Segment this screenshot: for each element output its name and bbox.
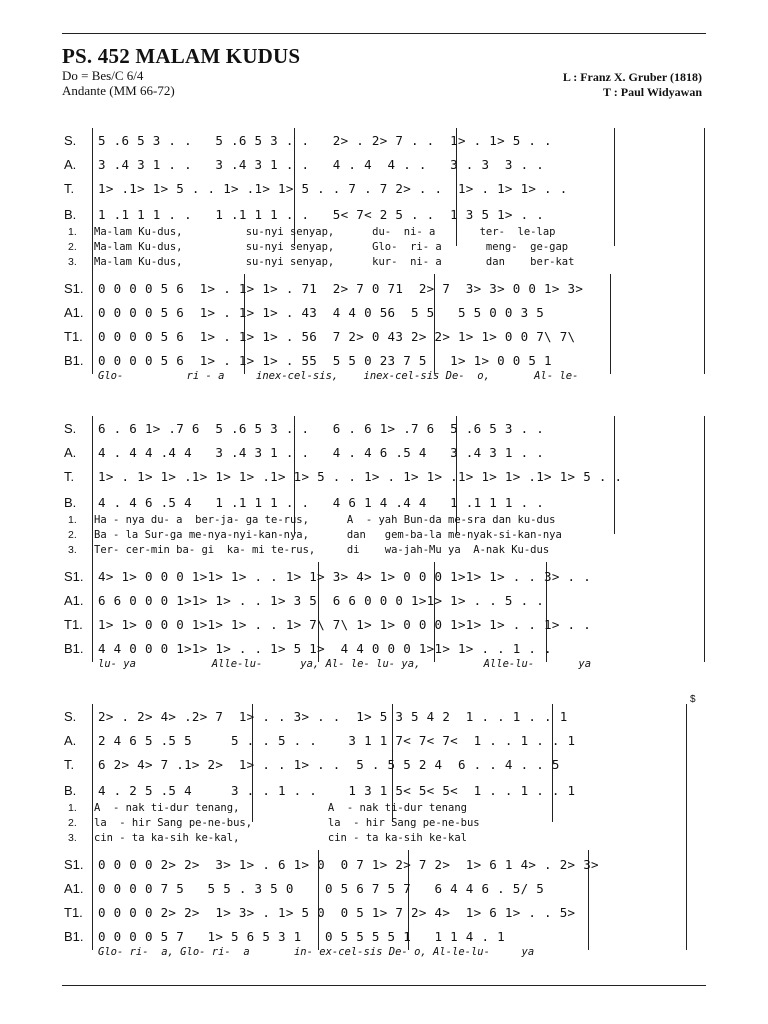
- verse-number: 1.: [68, 514, 77, 526]
- part-label: A1.: [64, 593, 84, 608]
- voice-bass-1: [62, 926, 706, 948]
- voice-alto: [62, 730, 706, 752]
- notes-line: 6 6 0 0 0 1>1> 1> . . 1> 3 5 6 6 0 0 0 1>1> 1> . . 5 . .: [98, 593, 545, 608]
- voice-alto-1: [62, 302, 706, 324]
- part-label: B1.: [64, 641, 84, 656]
- notes-line: 6 . 6 1> .7 6 5 .6 5 3 . . 6 . 6 1> .7 6 5 .6 5 3 . .: [98, 421, 545, 436]
- part-label: B.: [64, 207, 77, 222]
- voice-tenor: [62, 178, 706, 200]
- part-label: T1.: [64, 329, 83, 344]
- verse-number: 2.: [68, 529, 77, 541]
- part-label: B1.: [64, 353, 84, 368]
- part-label: B.: [64, 495, 77, 510]
- part-label: S1.: [64, 281, 84, 296]
- score-system-1: [62, 128, 706, 388]
- segno-mark: $: [690, 694, 696, 705]
- voice-bass-1: [62, 638, 706, 660]
- verse-number: 1.: [68, 226, 77, 238]
- part-label: T.: [64, 469, 75, 484]
- notes-line: 3 .4 3 1 . . 3 .4 3 1 . . 4 . 4 4 . . 3 . 3 3 . .: [98, 157, 545, 172]
- notes-line: 4 . 4 6 .5 4 1 .1 1 1 . . 4 6 1 4 .4 4 1 .1 1 1 . .: [98, 495, 545, 510]
- verse-text: Ma-lam Ku-dus, su-nyi senyap, du- ni- a ter- le-lap: [94, 226, 556, 238]
- voice-soprano-1: [62, 854, 706, 876]
- verse-line: [62, 226, 706, 240]
- part-label: S1.: [64, 857, 84, 872]
- voice-soprano-1: [62, 278, 706, 300]
- verse-text: Ha - nya du- a ber-ja- ga te-rus, A - yah Bun-da me-sra dan ku-dus: [94, 514, 556, 526]
- verse-text: cin - ta ka-sih ke-kal, cin - ta ka-sih ke-kal: [94, 832, 467, 844]
- voice-alto: [62, 442, 706, 464]
- notes-line: 1> 1> 0 0 0 1>1> 1> . . 1> 7\ 7\ 1> 1> 0 0 0 1>1> 1> . . 1> . .: [98, 617, 592, 632]
- part-label: T.: [64, 181, 75, 196]
- voice-alto-1: [62, 590, 706, 612]
- lyricist-credit: L : Franz X. Gruber (1818): [562, 70, 702, 84]
- voice-tenor: [62, 754, 706, 776]
- part-label: B.: [64, 783, 77, 798]
- voice-tenor-1: [62, 326, 706, 348]
- verse-number: 1.: [68, 802, 77, 814]
- voice-alto: [62, 154, 706, 176]
- page-title: PS. 452 MALAM KUDUS: [62, 44, 301, 68]
- verse-line: [62, 241, 706, 255]
- descant-lyrics: Glo- ri - a inex-cel-sis, inex-cel-sis De- o, Al- le-: [98, 370, 579, 382]
- notes-line: 2 4 6 5 .5 5 5 . . 5 . . 3 1 1 7< 7< 7< 1 . . 1 . . 1: [98, 733, 576, 748]
- part-label: A.: [64, 157, 77, 172]
- voice-soprano: [62, 706, 706, 728]
- score-system-3: [62, 694, 706, 964]
- verse-line: [62, 256, 706, 270]
- descant-lyrics: lu- ya Alle-lu- ya, Al- le- lu- ya, Alle-lu- ya: [98, 658, 592, 670]
- notes-line: 0 0 0 0 5 6 1> . 1> 1> . 43 4 4 0 56 5 5 5 5 0 0 3 5: [98, 305, 545, 320]
- verse-number: 2.: [68, 817, 77, 829]
- verse-text: Ba - la Sur-ga me-nya-nyi-kan-nya, dan gem-ba-la me-nyak-si-kan-nya: [94, 529, 562, 541]
- verse-line: [62, 544, 706, 558]
- voice-tenor-1: [62, 902, 706, 924]
- voice-bass: [62, 204, 706, 226]
- notes-line: 0 0 0 0 5 7 1> 5 6 5 3 1 0 5 5 5 5 1 1 1 4 . 1: [98, 929, 505, 944]
- verse-number: 3.: [68, 544, 77, 556]
- notes-line: 1 .1 1 1 . . 1 .1 1 1 . . 5< 7< 2 5 . . 1 3 5 1> . .: [98, 207, 545, 222]
- notes-line: 4> 1> 0 0 0 1>1> 1> . . 1> 1> 3> 4> 1> 0 0 0 1>1> 1> . . 3> . .: [98, 569, 592, 584]
- verse-text: Ma-lam Ku-dus, su-nyi senyap, Glo- ri- a meng- ge-gap: [94, 241, 569, 253]
- voice-soprano-1: [62, 566, 706, 588]
- notes-line: 6 2> 4> 7 .1> 2> 1> . . 1> . . 5 . 5 5 2 4 6 . . 4 . . 5: [98, 757, 560, 772]
- verse-line: [62, 514, 706, 528]
- voice-tenor: [62, 466, 706, 488]
- notes-line: 4 . 2 5 .5 4 3 . . 1 . . 1 3 1 5< 5< 5< 1 . . 1 . . 1: [98, 783, 576, 798]
- verse-text: la - hir Sang pe-ne-bus, la - hir Sang pe-ne-bus: [94, 817, 480, 829]
- key-signature: Do = Bes/C 6/4: [62, 68, 144, 83]
- verse-number: 2.: [68, 241, 77, 253]
- part-label: T1.: [64, 617, 83, 632]
- verse-line: [62, 817, 706, 831]
- notes-line: 4 . 4 4 .4 4 3 .4 3 1 . . 4 . 4 6 .5 4 3 .4 3 1 . .: [98, 445, 545, 460]
- translator-credit: T : Paul Widyawan: [602, 85, 702, 99]
- voice-soprano: [62, 130, 706, 152]
- notes-line: 1> . 1> 1> .1> 1> 1> .1> 1> 5 . . 1> . 1> 1> .1> 1> 1> .1> 1> 5 . .: [98, 469, 623, 484]
- verse-line: [62, 529, 706, 543]
- part-label: B1.: [64, 929, 84, 944]
- descant-lyrics: Glo- ri- a, Glo- ri- a in- ex-cel-sis De- o, Al-le-lu- ya: [98, 946, 535, 958]
- part-label: S.: [64, 133, 77, 148]
- notes-line: 1> .1> 1> 5 . . 1> .1> 1> 5 . . 7 . 7 2> . . 1> . 1> 1> . .: [98, 181, 568, 196]
- verse-text: A - nak ti-dur tenang, A - nak ti-dur tenang: [94, 802, 467, 814]
- voice-soprano: [62, 418, 706, 440]
- bottom-rule: [62, 985, 706, 986]
- notes-line: 0 0 0 0 2> 2> 3> 1> . 6 1> 0 0 7 1> 2> 7 2> 1> 6 1 4> . 2> 3>: [98, 857, 599, 872]
- notes-line: 0 0 0 0 5 6 1> . 1> 1> . 55 5 5 0 23 7 5 1> 1> 0 0 5 1: [98, 353, 552, 368]
- verse-line: [62, 802, 706, 816]
- part-label: A1.: [64, 305, 84, 320]
- part-label: T.: [64, 757, 75, 772]
- notes-line: 2> . 2> 4> .2> 7 1> . . 3> . . 1> 5 3 5 4 2 1 . . 1 . . 1: [98, 709, 568, 724]
- part-label: A.: [64, 445, 77, 460]
- verse-line: [62, 832, 706, 846]
- notes-line: 4 4 0 0 0 1>1> 1> . . 1> 5 1> 4 4 0 0 0 1>1> 1> . . 1 . .: [98, 641, 552, 656]
- top-rule: [62, 33, 706, 34]
- verse-text: Ter- cer-min ba- gi ka- mi te-rus, di wa-jah-Mu ya A-nak Ku-dus: [94, 544, 550, 556]
- voice-tenor-1: [62, 614, 706, 636]
- score-system-2: [62, 416, 706, 676]
- voice-bass-1: [62, 350, 706, 372]
- verse-number: 3.: [68, 256, 77, 268]
- voice-bass: [62, 492, 706, 514]
- notes-line: 0 0 0 0 7 5 5 5 . 3 5 0 0 5 6 7 5 7 6 4 4 6 . 5/ 5: [98, 881, 545, 896]
- notes-line: 0 0 0 0 5 6 1> . 1> 1> . 71 2> 7 0 71 2> 7 3> 3> 0 0 1> 3>: [98, 281, 584, 296]
- part-label: S.: [64, 421, 77, 436]
- part-label: A1.: [64, 881, 84, 896]
- part-label: T1.: [64, 905, 83, 920]
- part-label: S1.: [64, 569, 84, 584]
- notes-line: 5 .6 5 3 . . 5 .6 5 3 . . 2> . 2> 7 . . 1> . 1> 5 . .: [98, 133, 552, 148]
- notes-line: 0 0 0 0 5 6 1> . 1> 1> . 56 7 2> 0 43 2> 2> 1> 1> 0 0 7\ 7\: [98, 329, 576, 344]
- voice-bass: [62, 780, 706, 802]
- verse-text: Ma-lam Ku-dus, su-nyi senyap, kur- ni- a dan ber-kat: [94, 256, 575, 268]
- part-label: S.: [64, 709, 77, 724]
- notes-line: 0 0 0 0 2> 2> 1> 3> . 1> 5 0 0 5 1> 7 2> 4> 1> 6 1> . . 5>: [98, 905, 576, 920]
- verse-number: 3.: [68, 832, 77, 844]
- tempo-marking: Andante (MM 66-72): [62, 83, 175, 98]
- voice-alto-1: [62, 878, 706, 900]
- part-label: A.: [64, 733, 77, 748]
